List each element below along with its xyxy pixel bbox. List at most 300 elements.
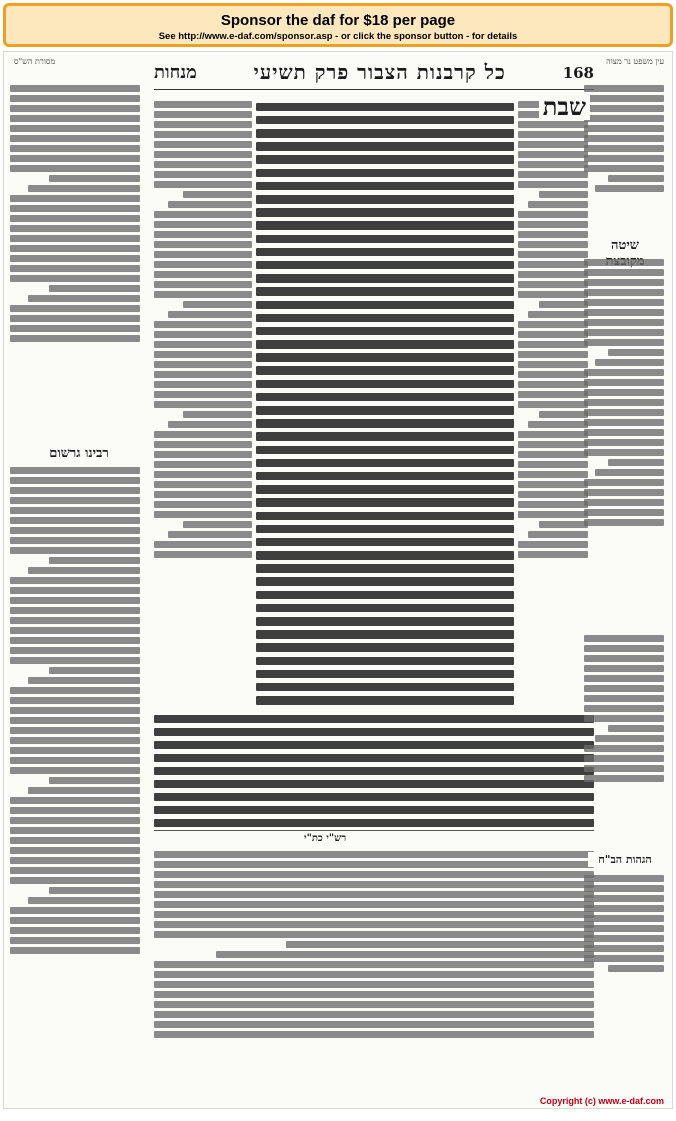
text-line xyxy=(584,399,664,406)
text-line xyxy=(256,129,514,138)
text-line xyxy=(256,657,514,666)
text-line xyxy=(216,951,594,958)
text-line xyxy=(10,305,140,312)
text-line xyxy=(256,512,514,521)
text-line xyxy=(10,145,140,152)
text-line xyxy=(10,877,140,884)
text-line xyxy=(49,557,140,564)
text-line xyxy=(256,103,514,112)
text-line xyxy=(518,501,588,508)
text-line xyxy=(518,451,588,458)
text-line xyxy=(154,971,594,978)
bottom-commentary-block xyxy=(154,848,594,1106)
gemara-text xyxy=(256,98,514,710)
text-line xyxy=(584,299,664,306)
text-line xyxy=(584,955,664,962)
text-line xyxy=(518,431,588,438)
text-line xyxy=(256,353,514,362)
text-line xyxy=(256,327,514,336)
text-line xyxy=(154,911,594,918)
ein-mishpat-lower-column xyxy=(584,632,664,832)
text-line xyxy=(584,279,664,286)
text-line xyxy=(256,314,514,323)
text-line xyxy=(608,459,664,466)
text-line xyxy=(584,945,664,952)
hagahot-habach-column xyxy=(584,872,664,1002)
text-line xyxy=(183,411,252,418)
text-line xyxy=(154,401,252,408)
text-line xyxy=(154,231,252,238)
text-line xyxy=(539,191,588,198)
text-line xyxy=(154,551,252,558)
text-line xyxy=(256,538,514,547)
text-line xyxy=(154,501,252,508)
text-line xyxy=(10,165,140,172)
text-line xyxy=(256,419,514,428)
text-line xyxy=(256,380,514,389)
text-line xyxy=(584,685,664,692)
text-line xyxy=(518,121,588,128)
text-line xyxy=(256,287,514,296)
text-line xyxy=(518,481,588,488)
text-line xyxy=(584,675,664,682)
text-line xyxy=(10,767,140,774)
text-line xyxy=(10,697,140,704)
text-line xyxy=(10,517,140,524)
text-line xyxy=(518,241,588,248)
text-line xyxy=(584,905,664,912)
text-line xyxy=(584,775,664,782)
text-line xyxy=(10,867,140,874)
text-line xyxy=(584,655,664,662)
text-line xyxy=(154,361,252,368)
text-line xyxy=(10,657,140,664)
text-line xyxy=(154,861,594,868)
text-line xyxy=(10,947,140,954)
text-line xyxy=(10,527,140,534)
text-line xyxy=(10,907,140,914)
text-line xyxy=(154,381,252,388)
text-line xyxy=(256,446,514,455)
text-line xyxy=(10,797,140,804)
shita-mekubetzet-heading: שיטה xyxy=(588,236,662,270)
text-line xyxy=(154,793,594,802)
text-line xyxy=(518,231,588,238)
text-line xyxy=(584,479,664,486)
text-line xyxy=(518,441,588,448)
text-line xyxy=(10,717,140,724)
text-line xyxy=(518,361,588,368)
text-line xyxy=(256,195,514,204)
text-line xyxy=(154,921,594,928)
rashi-heading: רש"י כת"י xyxy=(304,833,347,844)
text-line xyxy=(256,498,514,507)
text-line xyxy=(286,941,594,948)
text-line xyxy=(154,851,594,858)
text-line xyxy=(154,391,252,398)
text-line xyxy=(518,221,588,228)
text-line xyxy=(256,274,514,283)
text-line xyxy=(10,807,140,814)
text-line xyxy=(10,335,140,342)
text-line xyxy=(528,421,588,428)
text-line xyxy=(10,477,140,484)
text-line xyxy=(10,537,140,544)
text-line xyxy=(256,591,514,600)
page-number: 168 xyxy=(562,63,594,82)
text-line xyxy=(584,745,664,752)
rabbeinu-gershom-heading: רבינו גרשום xyxy=(34,444,124,462)
text-line xyxy=(154,151,252,158)
text-line xyxy=(154,281,252,288)
text-line xyxy=(584,309,664,316)
text-line xyxy=(584,489,664,496)
text-line xyxy=(154,806,594,815)
text-line xyxy=(518,181,588,188)
text-line xyxy=(528,311,588,318)
text-line xyxy=(154,171,252,178)
text-line xyxy=(256,169,514,178)
text-line xyxy=(154,754,594,763)
text-line xyxy=(154,728,594,737)
masoret-hashas-label: מסורת הש"ס xyxy=(14,57,56,66)
text-line xyxy=(584,135,664,142)
text-line xyxy=(10,95,140,102)
text-line xyxy=(10,205,140,212)
text-line xyxy=(256,525,514,534)
text-line xyxy=(49,285,140,292)
text-line xyxy=(584,95,664,102)
text-line xyxy=(154,131,252,138)
text-line xyxy=(518,141,588,148)
page-header xyxy=(154,56,594,90)
text-line xyxy=(518,541,588,548)
text-line xyxy=(28,567,140,574)
text-line xyxy=(154,341,252,348)
text-line xyxy=(256,340,514,349)
text-line xyxy=(10,837,140,844)
text-line xyxy=(256,116,514,125)
text-line xyxy=(584,429,664,436)
text-line xyxy=(154,715,594,724)
text-line xyxy=(10,577,140,584)
gemara-text-continued xyxy=(154,710,594,830)
text-line xyxy=(10,617,140,624)
rabbeinu-gershom-column xyxy=(10,464,140,1104)
text-line xyxy=(256,366,514,375)
text-line xyxy=(518,461,588,468)
text-line xyxy=(584,449,664,456)
text-line xyxy=(154,891,594,898)
text-line xyxy=(10,135,140,142)
text-line xyxy=(10,275,140,282)
text-line xyxy=(10,757,140,764)
text-line xyxy=(256,617,514,626)
text-line xyxy=(518,551,588,558)
text-line xyxy=(10,235,140,242)
text-line xyxy=(256,643,514,652)
text-line xyxy=(10,225,140,232)
text-line xyxy=(584,915,664,922)
text-line xyxy=(10,547,140,554)
text-line xyxy=(154,481,252,488)
text-line xyxy=(584,339,664,346)
text-line xyxy=(256,142,514,151)
text-line xyxy=(168,531,252,538)
text-line xyxy=(584,419,664,426)
text-line xyxy=(154,181,252,188)
text-line xyxy=(256,261,514,270)
text-line xyxy=(154,1001,594,1008)
text-line xyxy=(183,191,252,198)
text-line xyxy=(10,647,140,654)
text-line xyxy=(584,705,664,712)
text-line xyxy=(584,389,664,396)
text-line xyxy=(168,421,252,428)
text-line xyxy=(584,935,664,942)
text-line xyxy=(154,451,252,458)
text-line xyxy=(49,667,140,674)
text-line xyxy=(49,175,140,182)
text-line xyxy=(10,315,140,322)
text-line xyxy=(10,817,140,824)
text-line xyxy=(154,321,252,328)
text-line xyxy=(584,665,664,672)
text-line xyxy=(154,741,594,750)
text-line xyxy=(256,577,514,586)
text-line xyxy=(154,931,594,938)
text-line xyxy=(518,511,588,518)
text-line xyxy=(518,491,588,498)
text-line xyxy=(584,85,664,92)
text-line xyxy=(154,161,252,168)
text-line xyxy=(256,485,514,494)
text-line xyxy=(154,441,252,448)
sponsor-subtitle[interactable]: See http://www.e-daf.com/sponsor.asp - or click the sponsor button - for details xyxy=(158,31,518,42)
talmud-page xyxy=(3,51,673,1109)
text-line xyxy=(584,439,664,446)
text-line xyxy=(154,331,252,338)
text-line xyxy=(10,487,140,494)
text-line xyxy=(584,519,664,526)
text-line xyxy=(518,391,588,398)
text-line xyxy=(256,208,514,217)
text-line xyxy=(518,331,588,338)
text-line xyxy=(49,777,140,784)
text-line xyxy=(10,507,140,514)
text-line xyxy=(10,215,140,222)
text-line xyxy=(10,737,140,744)
text-line xyxy=(256,683,514,692)
text-line xyxy=(154,271,252,278)
text-line xyxy=(49,887,140,894)
text-line xyxy=(10,627,140,634)
text-line xyxy=(154,1031,594,1038)
text-line xyxy=(608,965,664,972)
text-line xyxy=(154,1011,594,1018)
text-line xyxy=(584,165,664,172)
text-line xyxy=(10,125,140,132)
text-line xyxy=(608,725,664,732)
text-line xyxy=(28,787,140,794)
text-line xyxy=(10,687,140,694)
text-line xyxy=(154,819,594,828)
text-line xyxy=(256,248,514,257)
text-line xyxy=(584,875,664,882)
text-line xyxy=(518,131,588,138)
text-line xyxy=(10,827,140,834)
text-line xyxy=(518,251,588,258)
text-line xyxy=(584,289,664,296)
text-line xyxy=(154,261,252,268)
text-line xyxy=(10,325,140,332)
text-line xyxy=(256,696,514,705)
text-line xyxy=(584,155,664,162)
text-line xyxy=(10,195,140,202)
text-line xyxy=(518,471,588,478)
text-line xyxy=(28,185,140,192)
text-line xyxy=(10,115,140,122)
sponsor-banner[interactable] xyxy=(3,3,673,47)
text-line xyxy=(256,301,514,310)
text-line xyxy=(256,459,514,468)
text-line xyxy=(154,767,594,776)
text-line xyxy=(183,301,252,308)
text-line xyxy=(584,695,664,702)
text-line xyxy=(518,171,588,178)
text-line xyxy=(154,511,252,518)
text-line xyxy=(528,531,588,538)
text-line xyxy=(584,125,664,132)
text-line xyxy=(595,185,664,192)
text-line xyxy=(154,251,252,258)
text-line xyxy=(168,201,252,208)
text-line xyxy=(584,269,664,276)
text-line xyxy=(518,341,588,348)
text-line xyxy=(518,381,588,388)
text-line xyxy=(256,406,514,415)
text-line xyxy=(584,329,664,336)
text-line xyxy=(518,271,588,278)
text-line xyxy=(28,897,140,904)
text-line xyxy=(154,541,252,548)
text-line xyxy=(154,471,252,478)
chapter-title: כל קרבנות הצבור פרק תשיעי xyxy=(253,60,506,84)
text-line xyxy=(518,351,588,358)
text-line xyxy=(584,635,664,642)
text-line xyxy=(10,255,140,262)
hagahot-habach-heading: הגהות הב"ח xyxy=(588,852,662,867)
text-line xyxy=(10,937,140,944)
text-line xyxy=(584,765,664,772)
text-line xyxy=(154,901,594,908)
text-line xyxy=(10,637,140,644)
text-line xyxy=(154,461,252,468)
text-line xyxy=(154,111,252,118)
text-line xyxy=(10,917,140,924)
text-line xyxy=(28,677,140,684)
text-line xyxy=(584,715,664,722)
text-line xyxy=(518,211,588,218)
sponsor-title[interactable]: Sponsor the daf for $18 per page xyxy=(220,12,456,29)
text-line xyxy=(518,161,588,168)
text-line xyxy=(584,499,664,506)
gemara-opening-word: שבת xyxy=(539,94,590,120)
text-line xyxy=(539,411,588,418)
text-line xyxy=(584,409,664,416)
text-line xyxy=(584,105,664,112)
text-line xyxy=(528,201,588,208)
text-line xyxy=(256,630,514,639)
text-line xyxy=(256,670,514,679)
text-line xyxy=(584,319,664,326)
copyright-notice[interactable]: Copyright (c) www.e-daf.com xyxy=(539,1096,664,1106)
tractate-name: מנחות xyxy=(154,62,197,83)
text-line xyxy=(154,881,594,888)
tosafot-commentary-column xyxy=(154,98,252,708)
text-line xyxy=(256,432,514,441)
masoret-hashas-column xyxy=(10,82,140,432)
text-line xyxy=(10,245,140,252)
text-line xyxy=(595,469,664,476)
text-line xyxy=(154,780,594,789)
text-line xyxy=(256,221,514,230)
text-line xyxy=(154,431,252,438)
text-line xyxy=(595,735,664,742)
text-line xyxy=(539,301,588,308)
text-line xyxy=(10,265,140,272)
text-line xyxy=(256,551,514,560)
text-line xyxy=(154,981,594,988)
text-line xyxy=(584,259,664,266)
text-line xyxy=(154,211,252,218)
text-line xyxy=(10,927,140,934)
text-line xyxy=(154,101,252,108)
text-line xyxy=(154,371,252,378)
text-line xyxy=(256,235,514,244)
text-line xyxy=(10,707,140,714)
ein-mishpat-column xyxy=(584,82,664,232)
text-line xyxy=(256,564,514,573)
text-line xyxy=(584,145,664,152)
shita-mekubetzet-column xyxy=(584,256,664,616)
text-line xyxy=(154,991,594,998)
text-line xyxy=(584,895,664,902)
text-line xyxy=(154,961,594,968)
text-line xyxy=(256,182,514,191)
text-line xyxy=(10,857,140,864)
text-line xyxy=(595,359,664,366)
text-line xyxy=(10,85,140,92)
text-line xyxy=(154,871,594,878)
text-line xyxy=(256,604,514,613)
text-line xyxy=(584,755,664,762)
text-line xyxy=(256,393,514,402)
text-line xyxy=(518,151,588,158)
text-line xyxy=(154,121,252,128)
text-line xyxy=(584,645,664,652)
text-line xyxy=(10,597,140,604)
text-line xyxy=(154,491,252,498)
rashi-commentary-column xyxy=(518,98,588,708)
text-line xyxy=(256,472,514,481)
text-line xyxy=(518,401,588,408)
text-line xyxy=(518,291,588,298)
text-line xyxy=(10,607,140,614)
text-line xyxy=(539,521,588,528)
text-line xyxy=(154,221,252,228)
text-line xyxy=(608,349,664,356)
